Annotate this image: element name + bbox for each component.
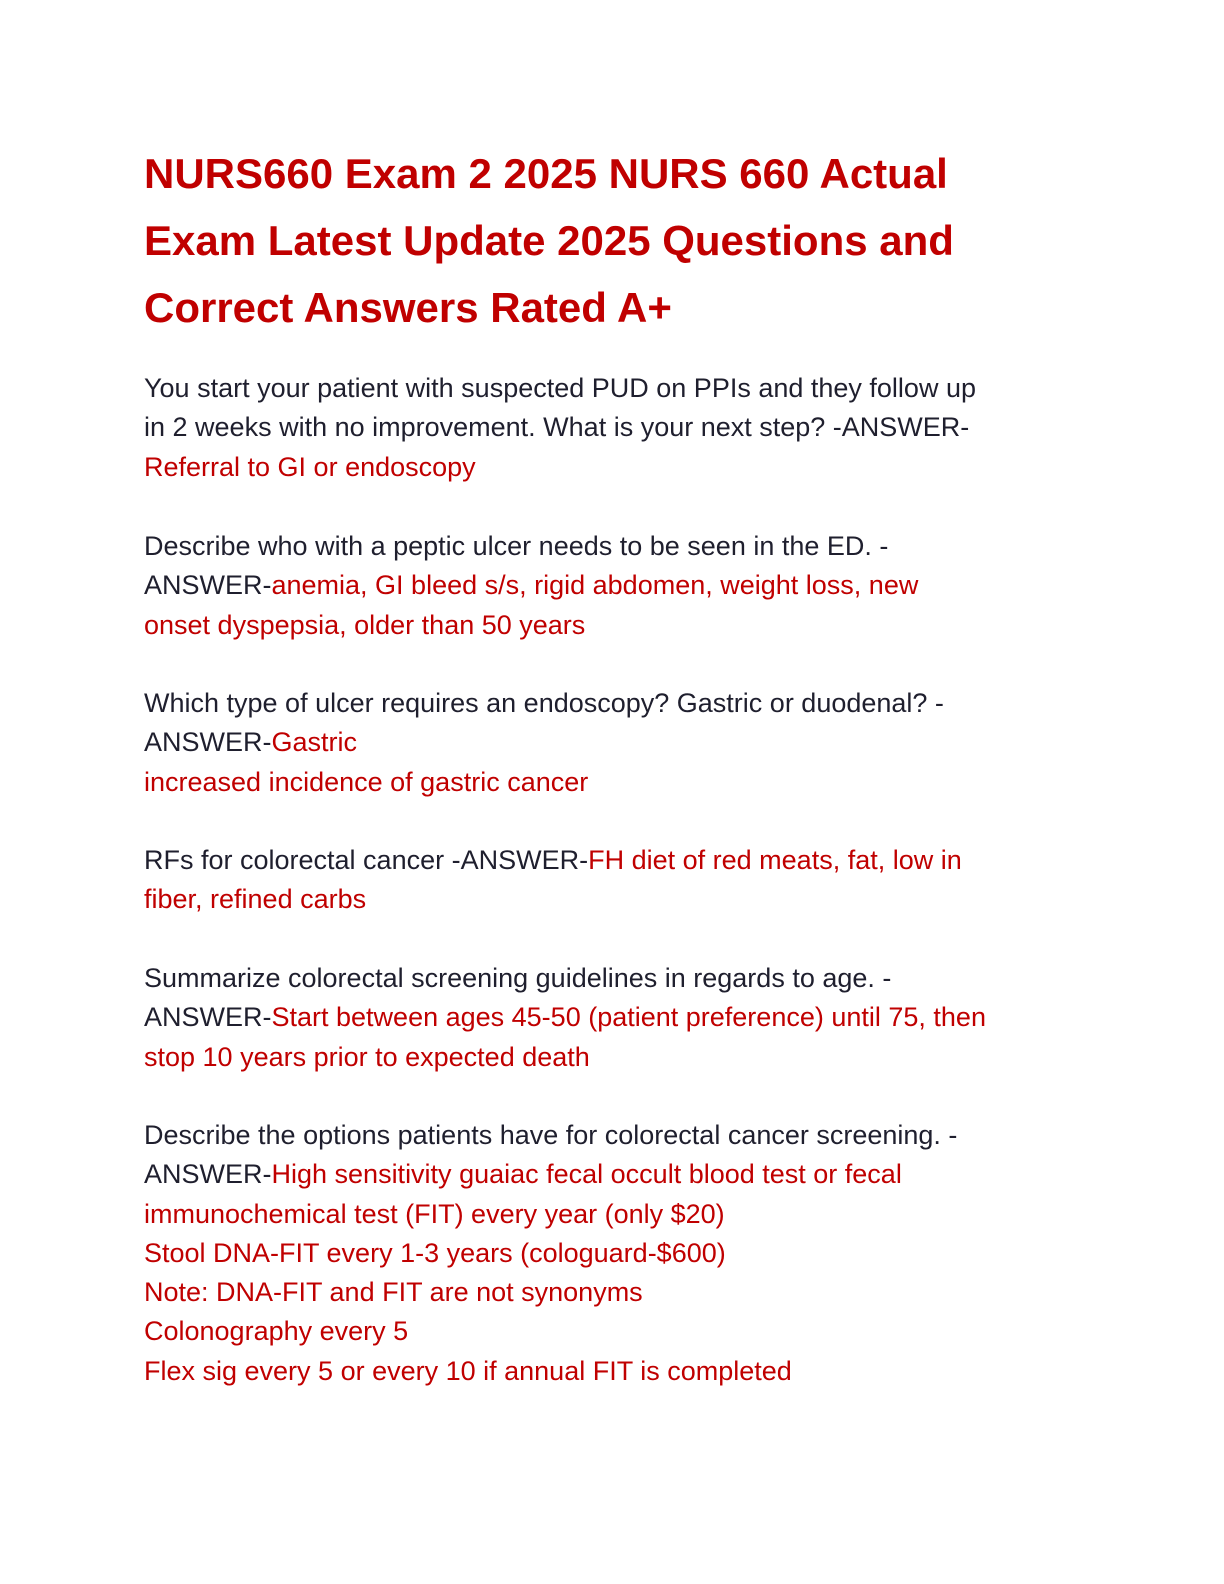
question-text: Summarize colorectal screening guidelines in regards to age. - [144, 963, 892, 993]
answer-prefix: ANSWER- [144, 1002, 272, 1033]
answer-text: Referral to GI or endoscopy [144, 451, 476, 482]
answer-text: anemia, GI bleed s/s, rigid abdomen, weight loss, new [271, 570, 919, 601]
qa-item [144, 1116, 957, 1391]
answer-text: increased incidence of gastric cancer [144, 766, 589, 797]
answer-text: Flex sig every 5 or every 10 if annual FIT is completed [144, 1355, 792, 1386]
answer-text: FH diet of red meats, fat, low in [588, 845, 962, 875]
answer-prefix: ANSWER- [144, 570, 272, 601]
answer-text: High sensitivity guaiac fecal occult blood test or fecal [271, 1159, 902, 1190]
question-text: Which type of ulcer requires an endoscopy? Gastric or duodenal? - [144, 688, 944, 718]
question-text: Describe the options patients have for colorectal cancer screening. - [144, 1120, 958, 1150]
question-text: in 2 weeks with no improvement. What is your next step? -ANSWER- [144, 412, 970, 443]
answer-text: onset dyspepsia, older than 50 years [144, 609, 586, 640]
document-page [144, 140, 1084, 1386]
answer-text: stop 10 years prior to expected death [144, 1041, 590, 1072]
title-line: Exam Latest Update 2025 Questions and [144, 217, 954, 264]
question-text: You start your patient with suspected PUD on PPIs and they follow up [144, 373, 976, 403]
qa-item [144, 959, 986, 1077]
answer-prefix: ANSWER- [144, 727, 272, 758]
answer-text: fiber, refined carbs [144, 884, 367, 915]
answer-text: Gastric [271, 727, 358, 758]
answer-text: Colonography every 5 [144, 1316, 409, 1347]
answer-text: immunochemical test (FIT) every year (only $20) [144, 1198, 725, 1229]
answer-text: Stool DNA-FIT every 1-3 years (cologuard-$600) [144, 1237, 726, 1268]
qa-item [144, 841, 962, 920]
question-text: RFs for colorectal cancer -ANSWER- [144, 845, 589, 875]
qa-item [144, 527, 918, 645]
answer-prefix: ANSWER- [144, 1159, 272, 1190]
document-title [144, 140, 1084, 341]
title-line: NURS660 Exam 2 2025 NURS 660 Actual [144, 150, 948, 197]
qa-item [144, 369, 976, 487]
title-line: Correct Answers Rated A+ [144, 284, 672, 331]
answer-text: Note: DNA-FIT and FIT are not synonyms [144, 1277, 643, 1308]
question-text: Describe who with a peptic ulcer needs to be seen in the ED. - [144, 531, 889, 561]
qa-item [144, 684, 944, 802]
answer-text: Start between ages 45-50 (patient preference) until 75, then [271, 1002, 986, 1033]
